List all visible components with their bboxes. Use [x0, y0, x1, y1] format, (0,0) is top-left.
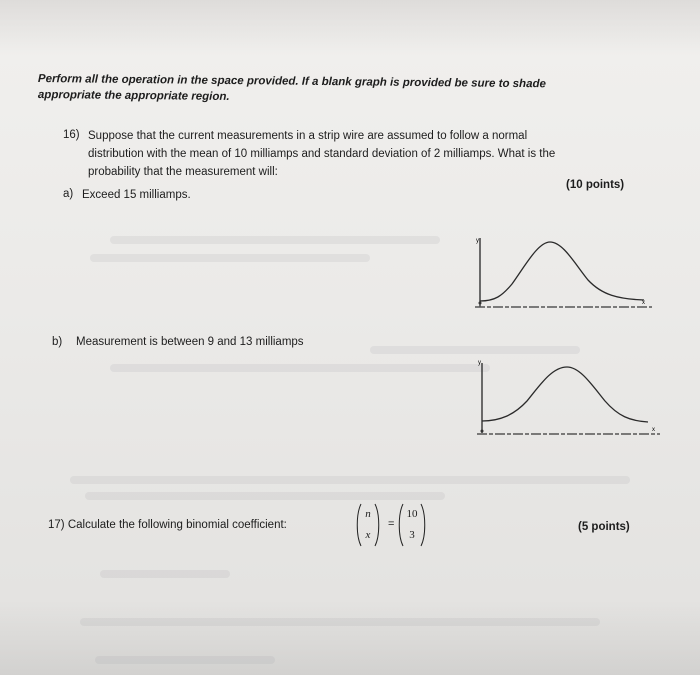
graph-a-x-label: x: [642, 300, 645, 306]
instructions-line-2: appropriate the appropriate region.: [37, 88, 230, 104]
bleed-through-line: [110, 236, 440, 244]
q17-points: (5 points): [578, 521, 630, 533]
graph-b-x-label: x: [652, 427, 655, 433]
binomial-general-top: n: [365, 508, 371, 520]
q16-number: 16): [63, 129, 80, 141]
graph-b-y-label: y: [478, 360, 481, 366]
part-a-label: a): [63, 188, 74, 200]
binomial-value-top: 10: [406, 508, 418, 520]
q16-line-3: probability that the measurement will:: [88, 166, 278, 178]
graph-a-y-label: y: [476, 238, 479, 244]
q16-points: (10 points): [566, 179, 625, 191]
q16-line-1: Suppose that the current measurements in a strip wire are assumed to follow a normal: [88, 130, 528, 142]
normal-curve-graph-a[interactable]: [470, 232, 660, 317]
graph-b-bell-curve: [482, 367, 648, 422]
bleed-through-line: [70, 476, 630, 484]
graph-a-bell-curve: [480, 242, 644, 301]
equals-sign: =: [388, 518, 395, 530]
bleed-through-line: [90, 254, 370, 262]
part-a-text: Exceed 15 milliamps.: [82, 189, 191, 201]
binomial-expression: [354, 500, 434, 550]
bleed-through-line: [110, 364, 490, 372]
bleed-through-line: [95, 656, 275, 664]
binomial-value: [396, 500, 428, 550]
bleed-through-line: [80, 618, 600, 626]
bleed-through-line: [370, 346, 580, 354]
graph-a-origin-dot: [479, 302, 482, 305]
bleed-through-line: [100, 570, 230, 578]
bleed-through-line: [85, 492, 445, 500]
part-b-text: Measurement is between 9 and 13 milliamps: [76, 336, 304, 348]
instructions-line-1: Perform all the operation in the space provided. If a blank graph is provided be sure to shade: [37, 72, 546, 91]
page-shadow-top: [0, 0, 700, 55]
q16-line-2: distribution with the mean of 10 milliamps and standard deviation of 2 milliamps. What is the: [88, 148, 556, 160]
q17-prompt: 17) Calculate the following binomial coefficient:: [48, 519, 287, 531]
normal-curve-graph-b[interactable]: [472, 355, 667, 440]
binomial-value-bottom: 3: [409, 529, 415, 541]
part-b-label: b): [52, 336, 63, 348]
binomial-general: [354, 500, 382, 550]
binomial-general-bottom: x: [365, 529, 371, 541]
graph-b-origin-dot: [481, 430, 484, 433]
